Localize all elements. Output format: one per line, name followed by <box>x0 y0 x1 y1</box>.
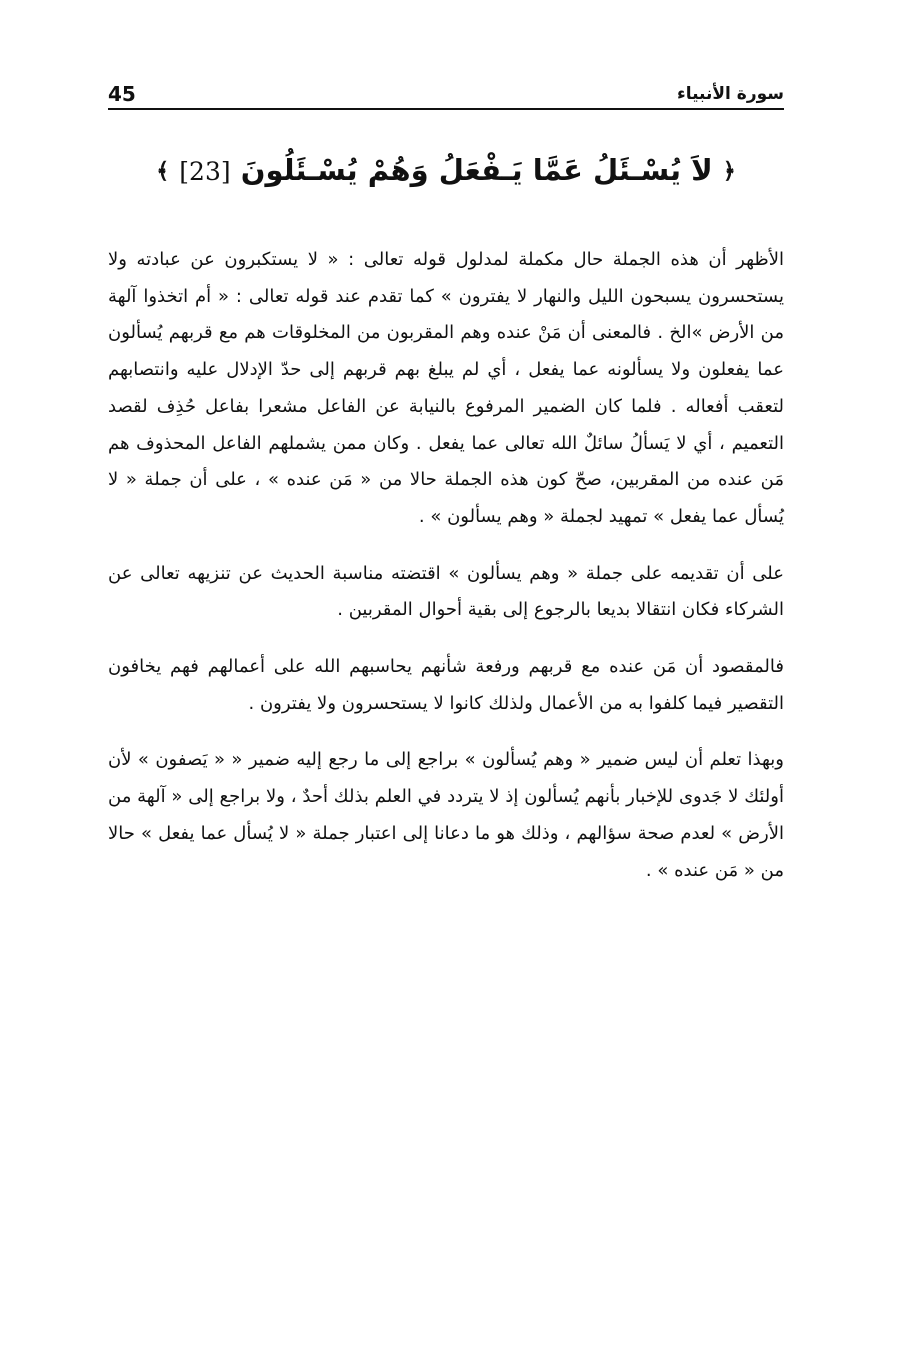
page-number: 45 <box>108 82 136 106</box>
verse-close-bracket: ﴾ <box>156 159 170 184</box>
paragraph-3: فالمقصود أن مَن عنده مع قربهم ورفعة شأنهم يحاسبهم الله على أعمالهم فهم يخافون التقصير فيما كلفوا به من الأعمال ولذلك كانوا لا يستحسرون ولا يفترون . <box>108 656 784 714</box>
paragraph-4: وبهذا تعلم أن ليس ضمير « وهم يُسألون » براجع إلى ما رجع إليه ضمير « « يَصفون » لأن أولئك لا جَدوى للإخبار بأنهم يُسألون إذ لا يتردد في العلم بذلك أحدٌ ، ولا براجع إلى « آلهة من الأرض » لعدم صحة سؤالهم ، وذلك هو ما دعانا إلى اعتبار جملة « لا يُسأل عما يفعل » حالا من « مَن عنده » . <box>108 749 784 881</box>
paragraph-1: الأظهر أن هذه الجملة حال مكملة لمدلول قوله تعالى : « لا يستكبرون عن عبادته ولا يستحسرون يسبحون الليل والنهار لا يفترون » كما تقدم عند قوله تعالى : « أم اتخذوا آلهة من الأرض »الخ . فالمعنى أن مَنْ عنده وهم المقربون من المخلوقات هم مع قربهم يُسألون عما يفعلون ولا يسألونه عما يفعل ، أي لم يبلغ بهم قربهم إلى حدّ الإدلال عليه وانتصابهم لتعقب أفعاله . فلما كان الضمير المرفوع بالنيابة عن الفاعل مشعرا بفاعل حُذِف لقصد التعميم ، أي لا يَسألُ سائلٌ الله تعالى عما يفعل . وكان ممن يشملهم الفاعل المحذوف هم مَن عنده من المقربين، صحّ كون هذه الجملة حالا من « مَن عنده » ، على أن جملة « لا يُسأل عما يفعل » تمهيد لجملة « وهم يسألون » . <box>108 249 784 527</box>
verse-text: لاَ يُسْـئَلُ عَمَّا يَـفْعَلُ وَهُمْ يُسْـئَلُونَ <box>240 153 713 187</box>
header-rule <box>108 108 784 110</box>
verse-open-bracket: ﴿ <box>722 159 736 184</box>
paragraph-2: على أن تقديمه على جملة « وهم يسألون » اقتضته مناسبة الحديث عن تنزيهه تعالى عن الشركاء فكان انتقالا بديعا بالرجوع إلى بقية أحوال المقربين . <box>108 562 784 621</box>
quran-verse <box>108 138 784 204</box>
verse-number: [23] <box>179 157 231 186</box>
page-header <box>108 80 784 110</box>
surah-name: سورة الأنبياء <box>677 84 784 104</box>
commentary-body <box>108 242 784 889</box>
